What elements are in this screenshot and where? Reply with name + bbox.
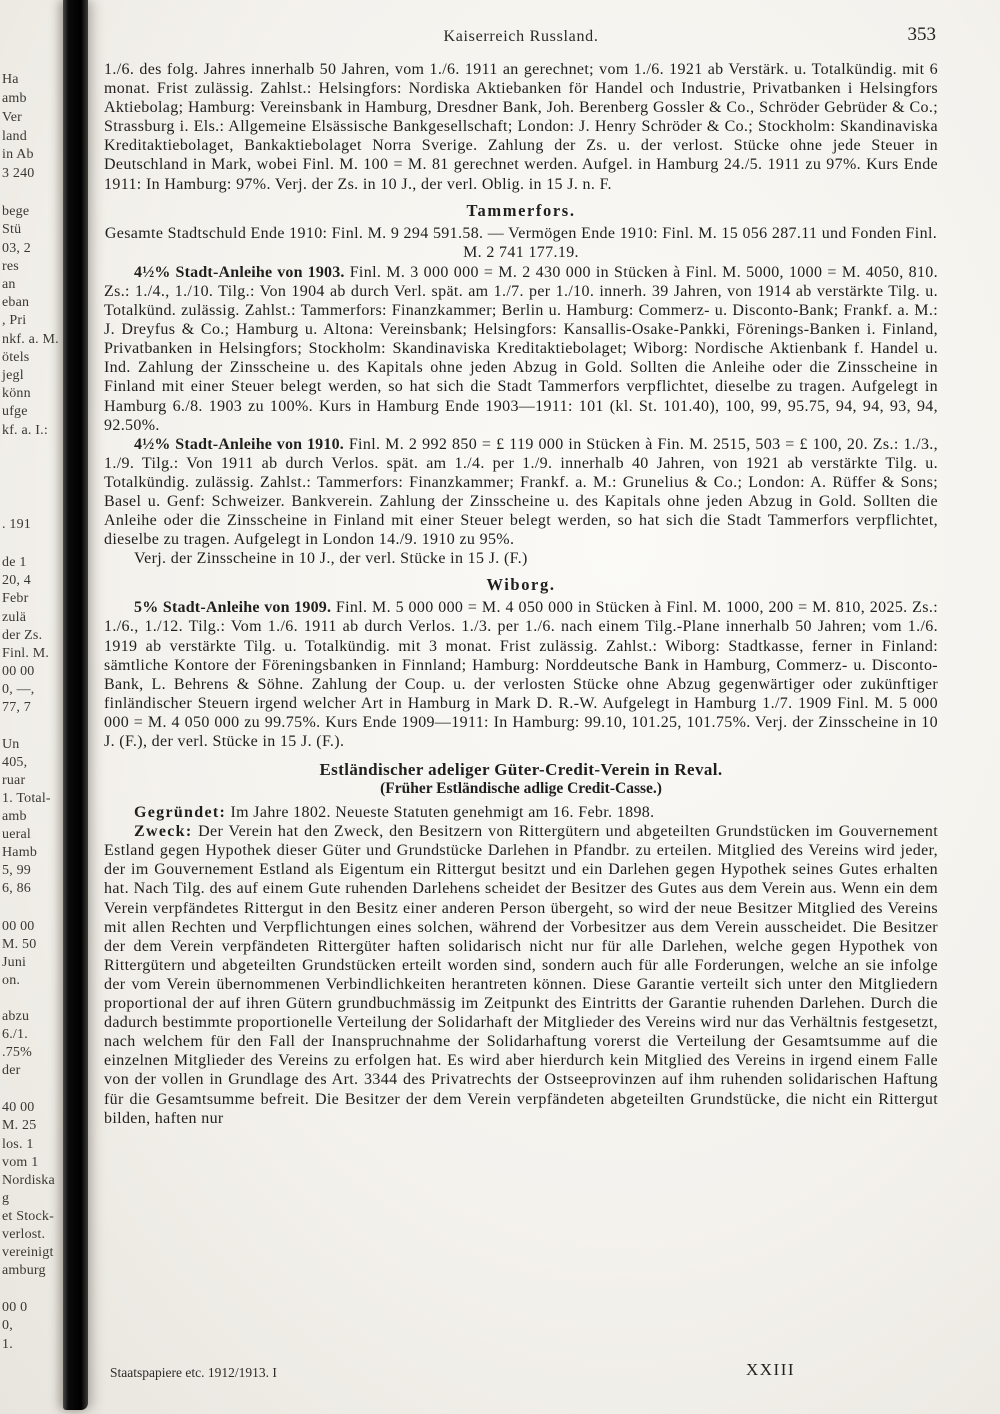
- section-subheading-estland: (Früher Estländische adlige Credit-Casse.): [380, 780, 662, 798]
- margin-fragment: in Ab: [2, 147, 34, 162]
- verjaehrung-note: Verj. der Zinsscheine in 10 J., der verl. Stücke in 15 J. (F.): [134, 550, 528, 568]
- margin-fragment: ötels: [2, 350, 30, 365]
- section-heading-estland: Estländischer adeliger Güter-Credit-Verein in Reval.: [319, 760, 723, 780]
- margin-fragment: 6./1.: [2, 1027, 28, 1042]
- margin-fragment: 00 00: [2, 919, 35, 934]
- margin-fragment: 0, —,: [2, 682, 35, 697]
- margin-fragment: Juni: [2, 955, 27, 970]
- margin-fragment: nkf. a. M.: [2, 332, 59, 347]
- margin-fragment: et Stock-: [2, 1209, 54, 1224]
- binding-gutter-shadow: [63, 0, 88, 1410]
- margin-fragment: g: [2, 1191, 10, 1206]
- margin-fragment: Un: [2, 737, 20, 752]
- running-title: Kaiserreich Russland.: [443, 28, 599, 45]
- page-number: 353: [907, 24, 936, 45]
- paragraph-founded: [104, 803, 938, 822]
- zweck-lead: Zweck:: [134, 823, 193, 841]
- margin-fragment: amb: [2, 91, 27, 106]
- margin-fragment: eban: [2, 295, 30, 310]
- margin-fragment: land: [2, 129, 27, 144]
- page-header: [104, 24, 938, 60]
- margin-fragment: verlost.: [2, 1227, 46, 1242]
- margin-fragment: 1. Total-: [2, 791, 51, 806]
- margin-fragment: 03, 2: [2, 241, 31, 256]
- loan-1910-lead: 4½% Stadt-Anleihe von 1910.: [134, 435, 344, 453]
- margin-fragment: ueral: [2, 827, 31, 842]
- margin-fragment: ufge: [2, 404, 28, 419]
- paragraph-loan-1903: [104, 263, 938, 435]
- paragraph-loan-1910: [104, 435, 938, 550]
- margin-fragments: [0, 0, 62, 1414]
- margin-fragment: an: [2, 277, 16, 292]
- zweck-text: Der Verein hat den Zweck, den Besitzern von Rittergütern und abgeteilten Grundstücken im Gouvernement Estland gegen Hypothek dieser Güter und Grundstücke Darlehen in Pfandbr. zu erteilen. Mitglied des Vereins wird jeder, der im Gouvernement Estland als Eigentum ein Rittergut besitzt und ein Darlehen gegen Hypothek seines Gutes erhalten hat. Nach Tilg. des auf einem Gute ruhenden Darlehens scheidet der Besitzer des Gutes aus dem Verein aus. Wenn ein dem Verein verpfändetes Rittergut in den Besitz einer anderen Person übergeht, so wird der neue Besitzer Mitglied des Vereins mit allen Rechten und Verpflichtungen eines solchen, während der Vorbesitzer aus dem Verein ausscheidet. Die Besitzer der dem Verein verpfändeten Rittergüter haften solidarisch nicht nur für alle Darlehen, welche gegen Hypothek von Rittergütern und abgeteilten Grundstücken erteilt worden sind, sondern auch für alle Forderungen, welche an sie infolge der vom Verein übernommenen Verbindlichkeiten herantreten können. Diese Garantie verteilt sich unter den Mitgliedern proportional der auf ihren Gütern grundbuchmässig im Zeitpunkt des Eintritts der Garantie ruhenden Darlehen. Durch die dadurch bestimmte proportionelle Verteilung der Solidarhaft der Mitglieder des Vereins wird nur das Verhältnis festgesetzt, nach welchem für den Fall der Inanspruchnahme der Solidarhaftung vorerst die Verteilung der Gesamtsumme auf die einzelnen Mitglieder des Vereins zu erfolgen hat. Es wird aber hierdurch kein Mitglied des Vereins in irgend einem Falle von der vollen in Grundlage des Art. 3344 des Privatrechts der Ostseeprovinzen auf ihm ruhenden solidarischen Haftung für die Gesamtsumme befreit. Die Besitzer der dem Verein verpfändeten abgeteilten Grundstücke, die nicht ein Rittergut bilden, haften nur: [104, 823, 938, 1127]
- sheet-mark: XXIII: [746, 1360, 796, 1379]
- margin-fragment: der Zs.: [2, 628, 43, 643]
- loan-1910-text: Finl. M. 2 992 850 = £ 119 000 in Stücken à Fin. M. 2515, 503 = £ 100, 20. Zs.: 1./3., 1./9. Tilg.: Von 1911 ab durch Verlos. spät. am 1./4. per 1./9. innerhalb 40 Jahren, von 1921 ab verstärkte Tilg. u. Totalkündig. zulässig. Zahlst.: Tammerfors: Finanzkammer; Frankf. a. M.: Grunelius & Co.; London: A. Rüffer & Sons; Basel u. Genf: Schweizer. Bankverein. Zahlung der Zinsscheine u. des Kapitals ohne jeden Abzug in Gold. Sollten die Anleihe oder die Zinsscheine in Finland mit einer Steuer belegt werden, so hat sich die Stadt Tammerfors verpflichtet, dieselbe zu tragen. Aufgelegt in London 14./9. 1910 zu 95%.: [104, 435, 939, 549]
- margin-fragment: , Pri: [2, 313, 27, 328]
- margin-fragment: bege: [2, 204, 30, 219]
- margin-fragment: abzu: [2, 1009, 30, 1024]
- margin-fragment: .75%: [2, 1045, 32, 1060]
- margin-fragment: amb: [2, 809, 27, 824]
- margin-fragment: kf. a. I.:: [2, 423, 48, 438]
- margin-fragment: 40 00: [2, 1100, 35, 1115]
- margin-fragment: M. 50: [2, 937, 37, 952]
- margin-fragment: res: [2, 259, 19, 274]
- margin-fragment: 0,: [2, 1318, 13, 1333]
- loan-1903-lead: 4½% Stadt-Anleihe von 1903.: [134, 263, 345, 281]
- margin-fragment: Ver: [2, 110, 23, 125]
- margin-fragment: Hamb: [2, 845, 38, 860]
- page-content: [104, 24, 938, 1128]
- printer-signature: Staatspapiere etc. 1912/1913. I: [110, 1365, 277, 1380]
- section-heading-tammerfors: Tammerfors.: [466, 200, 576, 220]
- margin-fragment: jegl: [2, 368, 24, 383]
- paragraph-loan-1909: [104, 598, 938, 751]
- margin-fragment: ruar: [2, 773, 26, 788]
- margin-fragment: Ha: [2, 72, 19, 87]
- tammerfors-summary: Gesamte Stadtschuld Ende 1910: Finl. M. 9 294 591.58. — Vermögen Ende 1910: Finl. M. 15 056 287.11 und Fonden Finl. M. 2 741 177.19.: [104, 224, 938, 261]
- margin-fragment: 00 00: [2, 664, 35, 679]
- paragraph-zweck: [104, 822, 938, 1128]
- margin-fragment: de 1: [2, 555, 27, 570]
- section-heading-wiborg: Wiborg.: [486, 575, 556, 595]
- margin-fragment: 6, 86: [2, 881, 31, 896]
- margin-fragment: Nordiska: [2, 1173, 55, 1188]
- margin-fragment: Febr: [2, 591, 29, 606]
- margin-fragment: 3 240: [2, 166, 35, 181]
- margin-fragment: 5, 99: [2, 863, 31, 878]
- margin-fragment: Stü: [2, 222, 22, 237]
- margin-fragment: könn: [2, 386, 31, 401]
- margin-fragment: vereinigt: [2, 1245, 54, 1260]
- margin-fragment: . 191: [2, 517, 31, 532]
- margin-fragment: 405,: [2, 755, 28, 770]
- margin-fragment: 20, 4: [2, 573, 31, 588]
- margin-fragment: vom 1: [2, 1155, 39, 1170]
- founded-text: Im Jahre 1802. Neueste Statuten genehmigt am 16. Febr. 1898.: [230, 804, 655, 822]
- loan-1903-text: Finl. M. 3 000 000 = M. 2 430 000 in Stücken à Finl. M. 5000, 1000 = M. 4050, 810. Zs.: 1./4., 1./10. Tilg.: Von 1904 ab durch Verl. spät. am 1./7. per 1./10. innerh. 39 Jahren, von 1914 ab verstärkte Tilg. u. Totalkünd. zulässig. Zahlst.: Tammerfors: Finanzkammer; Berlin u. Hamburg: Commerz- u. Disconto-Bank; Frankf. a. M.: J. Dreyfus & Co.; Hamburg u. Altona: Vereinsbank; Helsingfors: Kansallis-Osake-Pankki, Förenings-Banken i. Finland, Privatbanken in Helsingfors; Stockholm: Skandinaviska Kreditaktiebolaget; Wiborg: Nordische Aktienbank f. Handel u. Ind. Zahlung der Zinsscheine u. des Kapitals ohne jeden Abzug in Gold. Sollten die Anleihe oder die Zinsscheine in Finland mit einer Steuer belegt werden, so hat sich die Stadt Tammerfors verpflichtet, dieselbe zu tragen. Aufgelegt in Hamburg 6./8. 1903 zu 100%. Kurs in Hamburg Ende 1903—1911: 101 (kl. St. 101.40), 100, 99, 95.75, 94, 94, 93, 94, 92.50%.: [104, 263, 938, 434]
- margin-fragment: amburg: [2, 1263, 46, 1278]
- paragraph-continuation: 1./6. des folg. Jahres innerhalb 50 Jahren, vom 1./6. 1911 an gerechnet; vom 1./6. 1921 ab Verstärk. u. Totalkündig. mit 6 monat. Frist zulässig. Zahlst.: Helsingfors: Nordiska Aktiebanken för Handel och Industrie, Privatbanken i Helsingfors Aktiebolag; Hamburg: Vereinsbank in Hamburg, Dresdner Bank, Joh. Berenberg Gossler & Co., Schröder Gebrüder & Co.; Strassburg i. Els.: Allgemeine Elsässische Bankgesellschaft; London: J. Henry Schröder & Co.; Stockholm: Skandinaviska Kreditaktiebolaget, Bankaktiebolaget Norra Sverige. Zahlung der Zs. u. der verlost. Stücke ohne jede Steuer in Deutschland in Mark, wobei Finl. M. 100 = M. 81 gerechnet werden. Aufgel. in Hamburg 24./5. 1911 zu 97%. Kurs Ende 1911: In Hamburg: 97%. Verj. der Zs. in 10 J., der verl. Oblig. in 15 J. n. F.: [104, 61, 938, 193]
- margin-fragment: der: [2, 1063, 21, 1078]
- page-footer: [104, 1360, 938, 1386]
- margin-fragment: M. 25: [2, 1118, 37, 1133]
- margin-fragment: 00 0: [2, 1300, 28, 1315]
- margin-fragment: on.: [2, 973, 21, 988]
- margin-fragment: 77, 7: [2, 700, 31, 715]
- margin-fragment: zulä: [2, 610, 27, 625]
- margin-fragment: 1.: [2, 1337, 13, 1352]
- founded-lead: Gegründet:: [134, 804, 227, 822]
- margin-fragment: los. 1: [2, 1137, 34, 1152]
- margin-fragment: Finl. M.: [2, 646, 50, 661]
- loan-1909-lead: 5% Stadt-Anleihe von 1909.: [134, 599, 332, 617]
- loan-1909-text: Finl. M. 5 000 000 = M. 4 050 000 in Stücken à Finl. M. 1000, 200 = M. 810, 2025. Zs.: 1./6., 1./12. Tilg.: Vom 1./6. 1911 ab durch Verlos. 1./3. per 1./6. nach einem Tilg.-Plane innerhalb 50 Jahren; vom 1./6. 1919 ab verstärkte Tilg. u. Totalkündig. mit 3 monat. Frist zulässig. Zahlst.: Wiborg: Stadtkasse, ferner in Finland: sämtliche Kontore der Föreningsbanken in Finnland; Hamburg: Norddeutsche Bank in Hamburg, Commerz- u. Disconto-Bank, L. Behrens & Söhne. Zahlung der Coup. u. der verlosten Stücke ohne Abzug gegenwärtiger oder zukünftiger finländischer Steuern irgend welcher Art in Hamburg in Mark D. R.-W. Aufgelegt in Hamburg 1./7. 1909 Finl. M. 5 000 000 = M. 4 050 000 zu 99.75%. Kurs Ende 1909—1911: In Hamburg: 99.10, 101.25, 101.75%. Verj. der Zinsscheine in 10 J. (F.), der verl. Stücke in 15 J. (F.).: [104, 599, 938, 750]
